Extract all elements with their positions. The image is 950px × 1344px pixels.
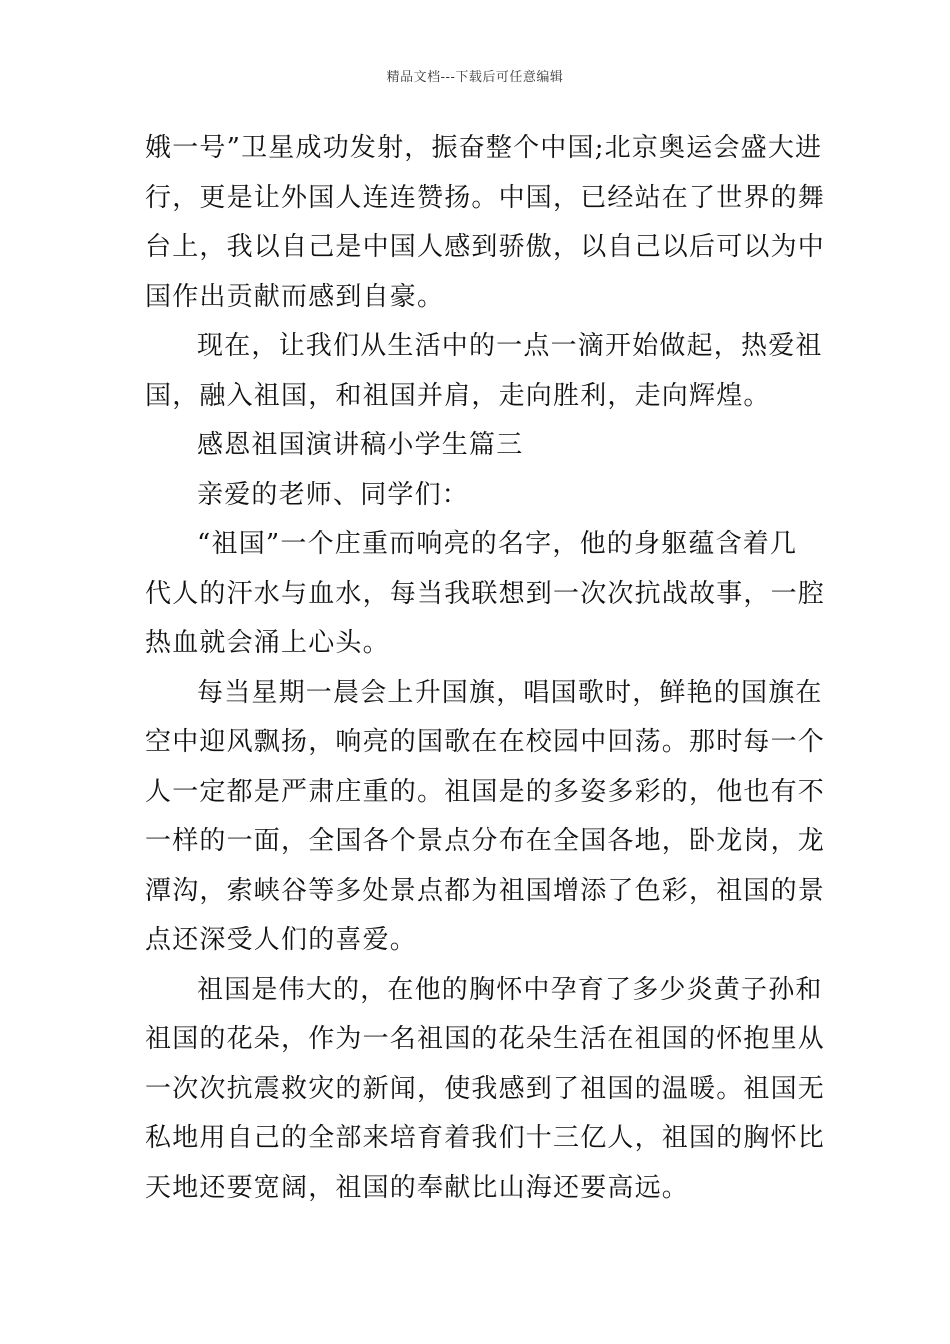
text-line: 空中迎风飘扬，响亮的国歌在在校园中回荡。那时每一个 <box>145 727 826 757</box>
text-line: 私地用自己的全部来培育着我们十三亿人，祖国的胸怀比 <box>145 1123 826 1153</box>
text-line: 台上，我以自己是中国人感到骄傲，以自己以后可以为中 <box>145 232 826 262</box>
text-line: 代人的汗水与血水，每当我联想到一次次抗战故事，一腔 <box>145 578 826 609</box>
text-line: 一次次抗震救灾的新闻，使我感到了祖国的温暖。祖国无 <box>145 1073 826 1104</box>
salutation: 亲爱的老师、同学们： <box>197 479 470 510</box>
paragraph-start-line: 每当星期一晨会上升国旗，唱国歌时，鲜艳的国旗在 <box>197 677 823 708</box>
text-line: 国作出贡献而感到自豪。 <box>145 281 445 312</box>
text-line: 行，更是让外国人连连赞扬。中国，已经站在了世界的舞 <box>145 182 826 213</box>
body-text <box>145 124 826 1213</box>
section-heading: 感恩祖国演讲稿小学生篇三 <box>197 430 524 460</box>
paragraph-start-line: 祖国是伟大的，在他的胸怀中孕育了多少炎黄子孙和 <box>197 974 823 1005</box>
text-line: 点还深受人们的喜爱。 <box>145 925 418 955</box>
page-header: 精品文档---下载后可任意编辑 <box>386 70 564 85</box>
text-line: 祖国的花朵，作为一名祖国的花朵生活在祖国的怀抱里从 <box>145 1024 826 1054</box>
paragraph-start-line: 现在，让我们从生活中的一点一滴开始做起，热爱祖 <box>197 331 823 361</box>
paragraph-start-line: “祖国”一个庄重而响亮的名字，他的身躯蕴含着几 <box>197 529 798 559</box>
text-line: 人一定都是严肃庄重的。祖国是的多姿多彩的，他也有不 <box>145 776 826 807</box>
text-line: 天地还要宽阔，祖国的奉献比山海还要高远。 <box>145 1172 690 1203</box>
text-line: 娥一号”卫星成功发射，振奋整个中国;北京奥运会盛大进 <box>145 133 823 163</box>
text-line: 潭沟，索峡谷等多处景点都为祖国增添了色彩，祖国的景 <box>145 875 826 906</box>
text-line: 热血就会涌上心头。 <box>145 628 390 658</box>
text-line: 国，融入祖国，和祖国并肩，走向胜利，走向辉煌。 <box>145 380 771 411</box>
text-line: 一样的一面，全国各个景点分布在全国各地，卧龙岗，龙 <box>145 826 826 856</box>
